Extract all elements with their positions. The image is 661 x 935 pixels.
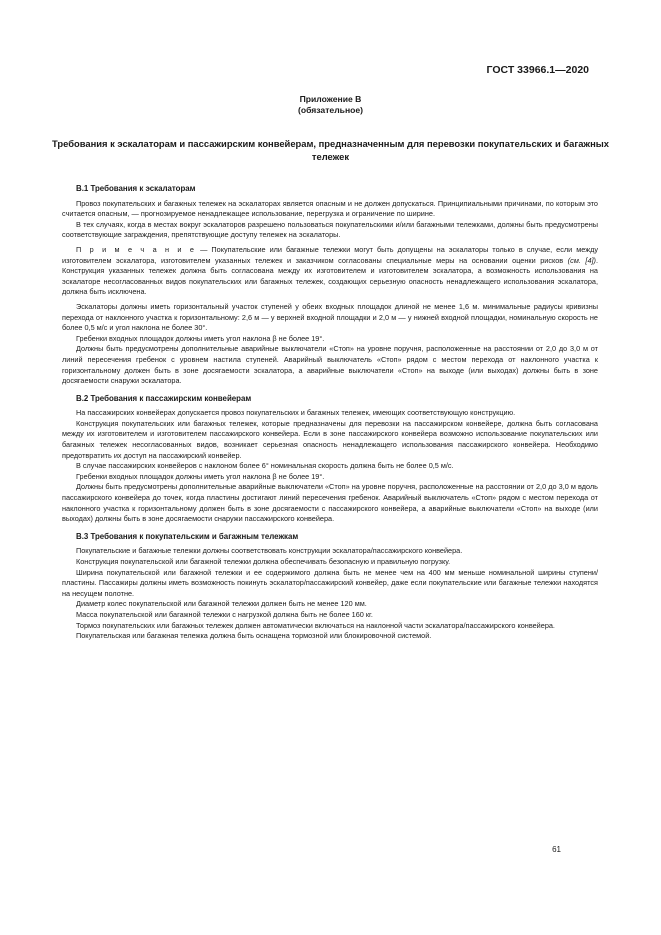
paragraph: Конструкция покупательских или багажных тележек, которые предназначены для перевозки на пассажирском конвейере, должна быть согласована между их изготовителем и изготовителем пассажирского конвейера. Если в зоне пассажирского конвейера возможно использование покупательских или багажных тележек несогласованных видов, возникает серьезная опасность ненадлежащего использования пассажирского конвейера. Необходимо предотвратить их доступ на пассажирский конвейер. — [62, 418, 598, 460]
section-heading-b1: В.1 Требования к эскалаторам — [76, 184, 196, 193]
standard-number: ГОСТ 33966.1—2020 — [486, 64, 589, 76]
paragraph: Конструкция покупательской или багажной тележки должна обеспечивать безопасную и правильную погрузку. — [76, 557, 451, 566]
annex-label: Приложение В — [299, 94, 362, 104]
paragraph: Должны быть предусмотрены дополнительные аварийные выключатели «Стоп» на уровне поручня, расположенные на расстоянии от 2,0 до 3,0 м вдоль пассажирского конвейера до точек, когда пластины достигают линий пересечения гребенок. Аварийный выключатель «Стоп» рядом с местом перехода от наклонного участка к горизонтальному должен быть в зоне досягаемости с пассажирского конвейера, а аварийные выключатели «Стоп» на выходе (или выходах) должны быть в зоне досягаемости снаружи пассажирского конвейера. — [62, 482, 598, 524]
note-label: П р и м е ч а н и е — [76, 244, 197, 254]
paragraph: Гребенки входных площадок должны иметь угол наклона β не более 19°. — [76, 471, 325, 481]
paragraph: На пассажирских конвейерах допускается провоз покупательских и багажных тележек, имеющих соответствующую конструкцию. — [76, 408, 516, 418]
note-text: . Конструкция указанных тележек должна быть согласована между их изготовителем и изготовителем эскалатора, а возможность использования на эскалаторе несогласованных видов покупательских или багажных тележек, создающих серьезную опасность ненадлежащего использования эскалатора, должна быть исключена. — [62, 255, 598, 297]
section-heading-b2: В.2 Требования к пассажирским конвейерам — [76, 393, 252, 403]
paragraph: Эскалаторы должны иметь горизонтальный участок ступеней у обеих входных площадок длиной не менее 1,6 м. минимальные радиусы кривизны перехода от наклонного участка к горизонтальному: 2,6 м — у верхней входной площадки и 2,0 м — у нижней входной площадки, номинальную скорость не более 0,5 м/с и угол наклона не более 30°. — [62, 301, 598, 333]
paragraph: Покупательская или багажная тележка должна быть оснащена тормозной или блокировочной системой. — [76, 631, 432, 641]
paragraph: Масса покупательской или багажной тележки с нагрузкой должна быть не более 160 кг. — [76, 609, 373, 619]
section-heading-b3: В.3 Требования к покупательским и багажным тележкам — [76, 531, 299, 541]
annex-status: (обязательное) — [297, 105, 364, 115]
page-number: 61 — [552, 845, 561, 854]
paragraph: Тормоз покупательских или багажных тележек должен автоматически включаться на наклонной части эскалатора/пассажирского конвейера. — [76, 620, 555, 630]
paragraph: Ширина покупательской или багажной тележки и ее содержимого должна быть не менее чем на 400 мм меньше номинальной ширины ступени/пластины. Пассажиры должны иметь возможность покинуть эскалатор/пассажирский конвейер, даже если покупательские или багажные тележки находятся на несущем полотне. — [62, 567, 598, 598]
note-reference: (см. [4]) — [567, 255, 596, 265]
paragraph: В случае пассажирских конвейеров с наклоном более 6° номинальная скорость должна быть не более 0,5 м/с. — [76, 461, 454, 471]
paragraph: Провоз покупательских и багажных тележек на эскалаторах является опасным и не должен допускаться. Принципиальными причинами, по которым это считается опасным, — прогнозируемое ненадлежащее использование, перегрузка и ограничение по ширине. — [62, 198, 598, 219]
note-text: — Покупательские или багажные тележки могут быть допущены на эскалаторы только в случае, если между изготовителем эскалатора, изготовителем указанных тележек и заказчиком согласованы специальные меры на основании оценки рисков — [62, 244, 598, 265]
paragraph: Должны быть предусмотрены дополнительные аварийные выключатели «Стоп» на уровне поручня, расположенные на расстоянии от 2,0 до 3,0 м от линий пересечения гребенок с уровнем настила ступеней. Аварийный выключатель «Стоп» рядом с местом перехода от наклонного участка к горизонтальному должен быть в зоне досягаемости эскалатора, а аварийные выключатели «Стоп» на выходе (или выходах) должны быть в зоне досягаемости снаружи эскалатора. — [62, 344, 598, 386]
annex-main-title: Требования к эскалаторам и пассажирским конвейерам, предназначенным для перевозки покупательских и багажных тележек — [52, 138, 609, 162]
paragraph: Гребенки входных площадок должны иметь угол наклона β не более 19°. — [76, 333, 325, 343]
document-body — [62, 184, 598, 642]
paragraph: Диаметр колес покупательской или багажной тележки должен быть не менее 120 мм. — [76, 599, 367, 609]
paragraph: В тех случаях, когда в местах вокруг эскалаторов разрешено пользоваться покупательскими и/или багажными тележками, должны быть предусмотрены соответствующие заграждения, препятствующие доступу тележек на эскалаторы. — [62, 219, 598, 240]
paragraph: Покупательские и багажные тележки должны соответствовать конструкции эскалатора/пассажирского конвейера. — [76, 546, 463, 556]
note-paragraph — [62, 245, 598, 298]
